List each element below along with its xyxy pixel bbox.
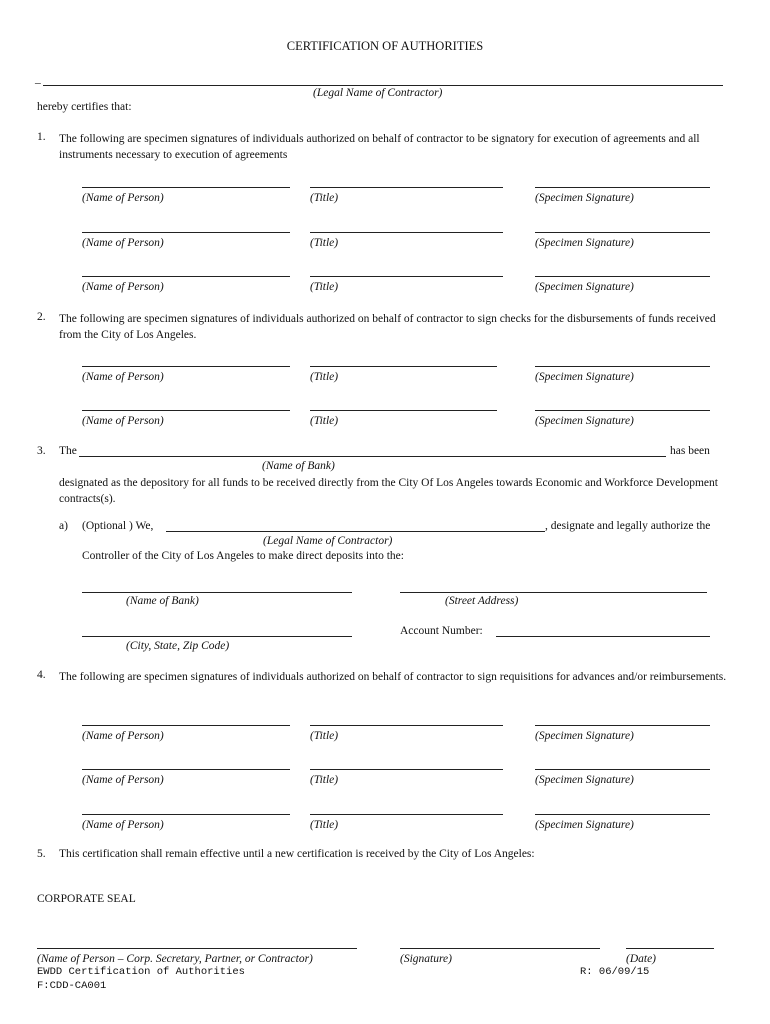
section4-number: 4. [37,669,46,681]
option-a-marker: a) [59,520,68,532]
designate-text: , designate and legally authorize the [545,520,711,532]
account-number-label: Account Number: [400,625,483,637]
name-of-person-field[interactable] [82,187,290,188]
final-signature-label: (Signature) [400,953,452,965]
name-of-person-label: (Name of Person) [82,371,164,383]
specimen-signature-field[interactable] [535,769,710,770]
hereby-text: hereby certifies that: [37,101,132,113]
title-label: (Title) [310,281,339,293]
specimen-signature-label: (Specimen Signature) [535,371,634,383]
name-of-person-field[interactable] [82,814,290,815]
legal-name-field[interactable] [43,85,723,86]
specimen-signature-label: (Specimen Signature) [535,415,634,427]
name-of-person-field[interactable] [82,366,290,367]
title-label: (Title) [310,237,339,249]
specimen-signature-field[interactable] [535,410,710,411]
specimen-signature-label: (Specimen Signature) [535,192,634,204]
title-field[interactable] [310,232,503,233]
title-field[interactable] [310,769,503,770]
street-address-field[interactable] [400,592,707,593]
city-state-zip-label: (City, State, Zip Code) [126,640,230,652]
deposit-bank-name-field[interactable] [82,592,352,593]
city-state-zip-field[interactable] [82,636,352,637]
title-label: (Title) [310,774,339,786]
name-of-person-field[interactable] [82,410,290,411]
section2-number: 2. [37,311,46,323]
deposit-bank-name-label: (Name of Bank) [126,595,199,607]
title-field[interactable] [310,410,497,411]
final-signature-field[interactable] [400,948,600,949]
corporate-seal-label: CORPORATE SEAL [37,893,136,905]
name-of-person-label: (Name of Person) [82,192,164,204]
controller-text: Controller of the City of Los Angeles to make direct deposits into the: [82,550,404,562]
name-of-person-field[interactable] [82,769,290,770]
title-label: (Title) [310,192,339,204]
name-of-person-label: (Name of Person) [82,237,164,249]
name-of-person-label: (Name of Person) [82,415,164,427]
bank-name-field[interactable] [79,456,666,457]
specimen-signature-field[interactable] [535,725,710,726]
name-of-person-label: (Name of Person) [82,730,164,742]
form-title: EWDD Certification of Authorities [37,966,245,978]
form-revision: R: 06/09/15 [580,966,650,978]
name-of-person-label: (Name of Person) [82,774,164,786]
contractor-name-field[interactable] [166,531,545,532]
title-label: (Title) [310,819,339,831]
name-of-person-field[interactable] [82,276,290,277]
contractor-name-label: (Legal Name of Contractor) [263,535,393,547]
street-address-label: (Street Address) [445,595,519,607]
title-field[interactable] [310,187,503,188]
title-label: (Title) [310,415,339,427]
section3-has-been: has been [670,445,710,457]
title-field[interactable] [310,276,503,277]
final-person-label: (Name of Person – Corp. Secretary, Partner, or Contractor) [37,953,313,965]
final-date-label: (Date) [626,953,657,965]
specimen-signature-label: (Specimen Signature) [535,774,634,786]
form-code: F:CDD-CA001 [37,980,107,992]
specimen-signature-field[interactable] [535,276,710,277]
specimen-signature-field[interactable] [535,187,710,188]
section5-text: This certification shall remain effective until a new certification is received by the City of Los Angeles: [59,848,535,860]
section2-text: The following are specimen signatures of individuals authorized on behalf of contractor to sign checks for the disbursements of funds received from the City of Los Angeles. [59,313,716,341]
section3-number: 3. [37,445,46,457]
title-field[interactable] [310,366,497,367]
name-of-person-field[interactable] [82,232,290,233]
optional-we-text: (Optional ) We, [82,520,154,532]
stray-underscore: _ [35,73,41,85]
page-title: CERTIFICATION OF AUTHORITIES [286,39,484,53]
specimen-signature-label: (Specimen Signature) [535,237,634,249]
name-of-person-label: (Name of Person) [82,819,164,831]
specimen-signature-field[interactable] [535,366,710,367]
specimen-signature-label: (Specimen Signature) [535,281,634,293]
name-of-person-field[interactable] [82,725,290,726]
specimen-signature-label: (Specimen Signature) [535,819,634,831]
specimen-signature-field[interactable] [535,814,710,815]
bank-name-label: (Name of Bank) [262,460,335,472]
section5-number: 5. [37,848,46,860]
title-field[interactable] [310,814,503,815]
title-label: (Title) [310,371,339,383]
specimen-signature-field[interactable] [535,232,710,233]
specimen-signature-label: (Specimen Signature) [535,730,634,742]
name-of-person-label: (Name of Person) [82,281,164,293]
final-person-field[interactable] [37,948,357,949]
final-date-field[interactable] [626,948,714,949]
section4-text: The following are specimen signatures of individuals authorized on behalf of contractor to sign requisitions for advances and/or reimbursements. [59,671,727,683]
section1-number: 1. [37,131,46,143]
section3-the: The [59,445,77,457]
account-number-field[interactable] [496,636,710,637]
section3-text: designated as the depository for all funds to be received directly from the City Of Los Angeles towards Economic and Workforce Development contracts(s). [59,477,718,505]
legal-name-label: (Legal Name of Contractor) [313,87,443,99]
section1-text: The following are specimen signatures of individuals authorized on behalf of contractor to be signatory for execution of agreements and all instruments necessary to execution of agreements [59,133,700,161]
title-field[interactable] [310,725,503,726]
title-label: (Title) [310,730,339,742]
